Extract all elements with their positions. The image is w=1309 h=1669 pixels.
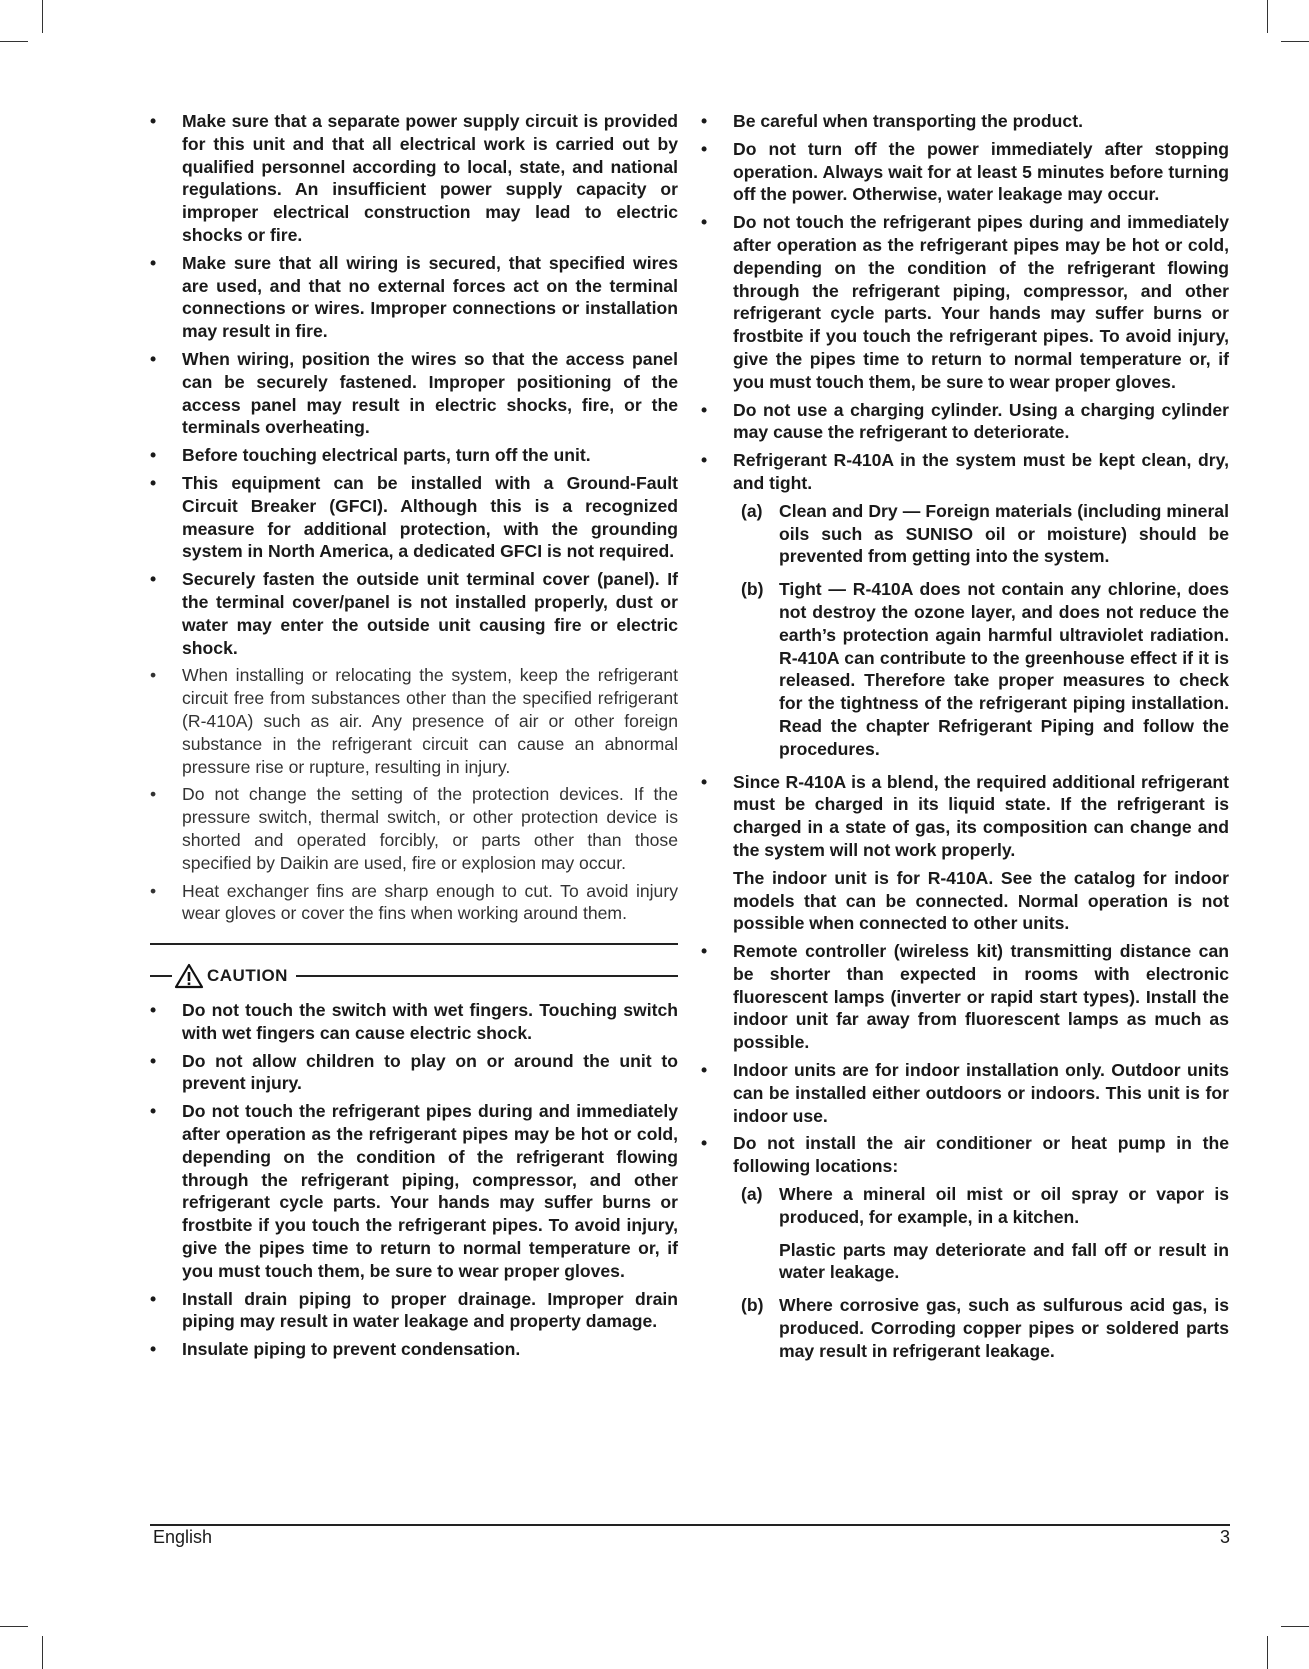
caution-item: • Remote controller (wireless kit) transmitting distance can be shorter than expected in rooms with electronic fluorescent lamps (inverter or rapid start types). Install the indoor unit far away from fluorescent lamps as much as possible.: [701, 940, 1229, 1054]
caution-heading: [150, 963, 678, 989]
sub-item-text: Clean and Dry — Foreign materials (including mineral oils such as SUNISO oil or moisture) should be prevented from getting into the system.: [779, 500, 1229, 567]
right-column: [701, 110, 1229, 1373]
warning-item: • Before touching electrical parts, turn off the unit.: [150, 444, 678, 467]
caution-item: • Do not touch the refrigerant pipes during and immediately after operation as the refrigerant pipes may be hot or cold, depending on the condition of the refrigerant flowing through the refrigerant piping, compressor, and other refrigerant cycle parts. Your hands may suffer burns or frostbite if you touch the refrigerant pipes. To avoid injury, give the pipes time to return to normal temperature or, if you must touch them, be sure to wear proper gloves.: [701, 211, 1229, 393]
crop-mark: [0, 1626, 28, 1627]
caution-item: • Do not install the air conditioner or heat pump in the following locations:: [701, 1132, 1229, 1178]
sub-item: [701, 578, 1229, 760]
crop-mark: [1281, 41, 1309, 42]
crop-mark: [0, 41, 28, 42]
warning-item: • Make sure that a separate power supply circuit is provided for this unit and that all electrical work is carried out by qualified personnel according to local, state, and national regulations. An insufficient power supply capacity or improper electrical construction may lead to electric shocks or fire.: [150, 110, 678, 247]
crop-mark: [42, 1636, 43, 1669]
crop-mark: [1267, 1636, 1268, 1669]
sub-item-label: (a): [741, 500, 763, 521]
caution-item: • Do not touch the switch with wet fingers. Touching switch with wet fingers can cause electric shock.: [150, 999, 678, 1045]
caution-item: • Do not use a charging cylinder. Using a charging cylinder may cause the refrigerant to deteriorate.: [701, 399, 1229, 445]
caution-item: • Do not turn off the power immediately after stopping operation. Always wait for at least 5 minutes before turning off the power. Otherwise, water leakage may occur.: [701, 138, 1229, 206]
crop-mark: [1267, 0, 1268, 33]
warning-item-plain: • Do not change the setting of the protection devices. If the pressure switch, thermal switch, or other protection device is shorted and operated forcibly, or parts other than those specified by Daikin are used, fire or explosion may occur.: [150, 783, 678, 874]
sub-item-label: (b): [741, 1295, 764, 1316]
crop-mark: [42, 0, 43, 33]
page-number: 3: [1219, 1527, 1230, 1547]
caution-item: • Be careful when transporting the product.: [701, 110, 1229, 133]
section-divider: [150, 943, 678, 945]
sub-item-text: Where a mineral oil mist or oil spray or vapor is produced, for example, in a kitchen.: [779, 1184, 1229, 1227]
sub-item-text: Tight — R-410A does not contain any chlorine, does not destroy the ozone layer, and does not reduce the earth’s protection again harmful ultraviolet radiation. R-410A can contribute to the greenhouse effect if it is released. Therefore take proper measures to check for the tightness of the refrigerant piping installation. Read the chapter Refrigerant Piping and follow the procedures.: [779, 579, 1229, 759]
warning-item: • Securely fasten the outside unit terminal cover (panel). If the terminal cover/panel is not installed properly, dust or water may enter the outside unit causing fire or electric shock.: [150, 568, 678, 659]
warning-item-plain: • Heat exchanger fins are sharp enough to cut. To avoid injury wear gloves or cover the fins when working around them.: [150, 880, 678, 926]
caution-item: • Refrigerant R-410A in the system must be kept clean, dry, and tight.: [701, 449, 1229, 495]
warning-triangle-icon: [174, 963, 204, 989]
sub-item: [701, 1183, 1229, 1229]
warning-item: • When wiring, position the wires so that the access panel can be securely fastened. Improper positioning of the access panel may result in electric shocks, fire, or the terminals overheating.: [150, 348, 678, 439]
caution-paragraph: The indoor unit is for R-410A. See the catalog for indoor models that can be connected. Normal operation is not possible when connected to other units.: [733, 867, 1229, 934]
caution-label: CAUTION: [207, 965, 288, 985]
caution-item: • Since R-410A is a blend, the required additional refrigerant must be charged in its liquid state. If the refrigerant is charged in a state of gas, its composition can change and the system will not work properly.: [701, 771, 1229, 862]
sub-item: [701, 1294, 1229, 1362]
footer-rule: [150, 1524, 1230, 1526]
caution-dash: [150, 975, 172, 977]
crop-mark: [1281, 1626, 1309, 1627]
warning-item: • Make sure that all wiring is secured, that specified wires are used, and that no external forces act on the terminal connections or wires. Improper connections or installation may result in fire.: [150, 252, 678, 343]
sub-item: [701, 500, 1229, 568]
warning-item: • This equipment can be installed with a Ground-Fault Circuit Breaker (GFCI). Although this is a recognized measure for additional protection, with the grounding system in North America, a dedicated GFCI is not required.: [150, 472, 678, 563]
caution-item: • Install drain piping to proper drainage. Improper drain piping may result in water leakage and property damage.: [150, 1288, 678, 1334]
warning-item-plain: • When installing or relocating the system, keep the refrigerant circuit free from substances other than the specified refrigerant (R-410A) such as air. Any presence of air or other foreign substance in the refrigerant circuit can cause an abnormal pressure rise or rupture, resulting in injury.: [150, 664, 678, 778]
caution-item: • Insulate piping to prevent condensation.: [150, 1338, 678, 1361]
caution-item: • Indoor units are for indoor installation only. Outdoor units can be installed either outdoors or indoors. This unit is for indoor use.: [701, 1059, 1229, 1127]
sub-item-paragraph: Plastic parts may deteriorate and fall off or result in water leakage.: [779, 1239, 1229, 1283]
caution-item: • Do not allow children to play on or around the unit to prevent injury.: [150, 1050, 678, 1096]
footer-language: English: [153, 1527, 213, 1547]
sub-item-label: (a): [741, 1184, 763, 1205]
sub-item-label: (b): [741, 579, 764, 600]
left-column: [150, 110, 678, 1366]
caution-item: • Do not touch the refrigerant pipes during and immediately after operation as the refrigerant pipes may be hot or cold, depending on the condition of the refrigerant flowing through the refrigerant piping, compressor, and other refrigerant cycle parts. Your hands may suffer burns or frostbite if you touch the refrigerant pipes. To avoid injury, give the pipes time to return to normal temperature or, if you must touch them, be sure to wear proper gloves.: [150, 1100, 678, 1282]
sub-item-text: Where corrosive gas, such as sulfurous acid gas, is produced. Corroding copper pipes or soldered parts may result in refrigerant leakage.: [779, 1295, 1229, 1361]
caution-rule: [296, 975, 678, 977]
